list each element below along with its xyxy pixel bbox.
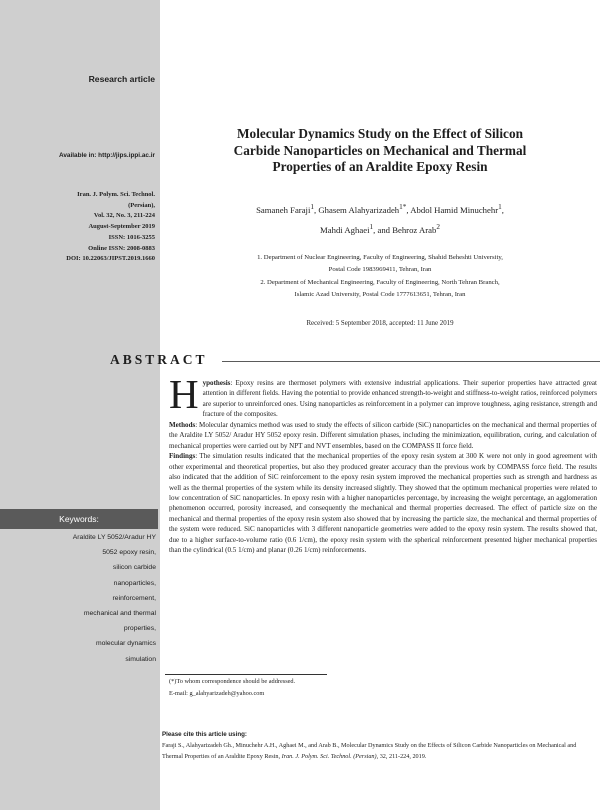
methods-text: : Molecular dynamics method was used to study the effects of silicon carbide (SiC) nanoparticles on the mechanical and thermal properties of the Araldite LY 5052/ Aradur HY 5052 epoxy resin. Different simulation phases, including the minimization, equilibration, curing, and calculation of mechanical properties were carried out by NPT and NVT ensembles, based on the COMPASS II force field. [169,420,597,450]
journal-meta-line: Online ISSN: 2008-0883 [88,244,155,252]
cite-label: Please cite this article using: [162,731,247,738]
author-name: Mahdi Aghaei [320,225,370,236]
author-list [170,199,590,240]
keyword-line: properties, [123,625,156,633]
abstract-body [169,371,597,556]
journal-meta-line: (Persian), [128,201,155,209]
correspondence-note: (*)To whom correspondence should be addressed. [169,678,296,685]
title-line: Carbide Nanoparticles on Mechanical and Thermal [233,142,527,158]
keyword-line: simulation [125,655,156,663]
affiliation-line: Postal Code 1983969411, Tehran, Iran [328,266,432,274]
keyword-line: Araldite LY 5052/Aradur HY [72,534,156,541]
citation-tail: , 32, 211-224, 2019. [376,752,427,760]
keyword-line: 5052 epoxy resin, [102,549,156,557]
author-affil-sup: 2 [436,223,440,232]
hypothesis-label: ypothesis [202,379,231,387]
author-name: Behroz Arab [392,225,437,236]
author-affil-sup: 1* [399,203,407,211]
findings-text: : The simulation results indicated that the mechanical properties of the epoxy resin system at 300 K were not only in good agreement with other experimental and theoretical properties, but also they produced greater accuracy than the previous work by COMPASS force field. The results also indicated that the addition of SiC reinforcement to the epoxy resin system improved the mechanical properties such as strength and hardness as well as the thermal properties of the system while its density increased slightly. They showed that the optimum mechanical properties were related to low concentration of SiC nanoparticles. In epoxy resin with a higher nanoparticles percentage, by increasing the weight percentage, an agglomeration phenomenon occurred, porosity increased, and consequently the mechanical and thermal properties decreased. The effect of particle size on the mechanical and thermal properties of the epoxy resin system also showed that by increasing the particle size, the mechanical and thermal properties of the system were reduced. SiC nanoparticles with 3 different nanoparticle geometries were added to the epoxy resin system. The results showed that, due to a higher surface-to-volume ratio (0.6 1/cm), the epoxy resin system with the spherical reinforcement presented higher mechanical properties than the cylindrical (0.5 1/cm) and planar (0.26 1/cm) reinforcements. [169,452,597,555]
keyword-line: silicon carbide [112,564,156,572]
author-line-1 [170,199,590,219]
available-in-link[interactable]: Available in: http://jips.ippi.ac.ir [59,152,155,159]
author-affil-sup: 1 [310,203,314,211]
abstract-findings [169,451,597,556]
author-separator: , [406,204,411,215]
footnote-divider [165,674,327,675]
footnote [169,676,295,699]
article-type-label: Research article [88,74,155,84]
abstract-hypothesis [169,371,597,420]
keyword-line: molecular dynamics [95,640,156,648]
author-affil-sup: 1 [498,203,502,211]
abstract-methods [169,420,597,451]
affiliations [170,252,590,301]
journal-meta-line: Vol. 32, No. 3, 211-224 [93,212,155,220]
affiliation-line: Islamic Azad University, Postal Code 1777613651, Tehran, Iran [294,290,466,298]
findings-label: Findings [169,452,196,461]
title-line: Properties of an Araldite Epoxy Resin [272,159,488,175]
citation [162,741,596,762]
doi-link[interactable]: DOI: 10.22063/JIPST.2019.1660 [66,255,155,263]
drop-cap: H [169,371,199,417]
journal-meta-line: August-September 2019 [88,223,155,231]
sidebar [0,0,160,810]
keywords-list [0,530,156,667]
journal-meta-line: Iran. J. Polym. Sci. Technol. [77,191,155,198]
abstract-heading: ABSTRACT [110,352,208,367]
email-link[interactable]: E-mail: g_alahyarizadeh@yahoo.com [169,689,265,697]
received-dates: Received: 5 September 2018, accepted: 11 June 2019 [306,320,454,327]
abstract-divider [222,361,600,362]
keyword-line: nanoparticles, [113,579,156,587]
affiliation-line: 1. Department of Nuclear Engineering, Faculty of Engineering, Shahid Beheshti University, [257,254,503,261]
citation-main: Faraji S., Alahyarizadeh Gh., Minuchehr A.H., Aghaei M., and Arab B., Molecular Dynamics Study on the Effects of Silicon Carbide Nanoparticles on Mechanical and Thermal Properties of an Araldite Epoxy Resin, [162,742,577,760]
paper-title [170,126,590,176]
citation-journal: Iran. J. Polym. Sci. Technol. (Persian) [281,752,377,760]
keyword-line: reinforcement, [112,594,156,602]
affiliation-line: 2. Department of Mechanical Engineering, Faculty of Engineering, North Tehran Branch, [260,278,500,286]
journal-meta [0,190,155,265]
author-separator: , and [373,225,393,236]
methods-label: Methods [169,420,196,429]
hypothesis-text: : Epoxy resins are thermoset polymers with extensive industrial applications. Their superior properties have attracted great attention in different fields. Having the potential to provide enhanced strength-to-weight and stiffness-to-weight ratios, reinforced polymers are superior to unreinforced ones. Using nanoparticles as reinforcement in a polymer can improve toughness, aging resistance, strength and fracture of the composites. [202,379,597,419]
keywords-header: Keywords: [0,509,158,529]
author-affil-sup: 1 [369,223,374,232]
author-separator: , [314,204,319,215]
author-separator: , [501,204,504,215]
author-name: Samaneh Faraji [256,204,311,215]
keyword-line: mechanical and thermal [83,610,156,618]
author-line-2 [170,219,590,239]
author-name: Ghasem Alahyarizadeh [318,204,400,215]
journal-meta-line: ISSN: 1016-3255 [108,233,155,241]
title-line: Molecular Dynamics Study on the Effect of Silicon [237,126,523,141]
author-name: Abdol Hamid Minuchehr [410,204,499,215]
